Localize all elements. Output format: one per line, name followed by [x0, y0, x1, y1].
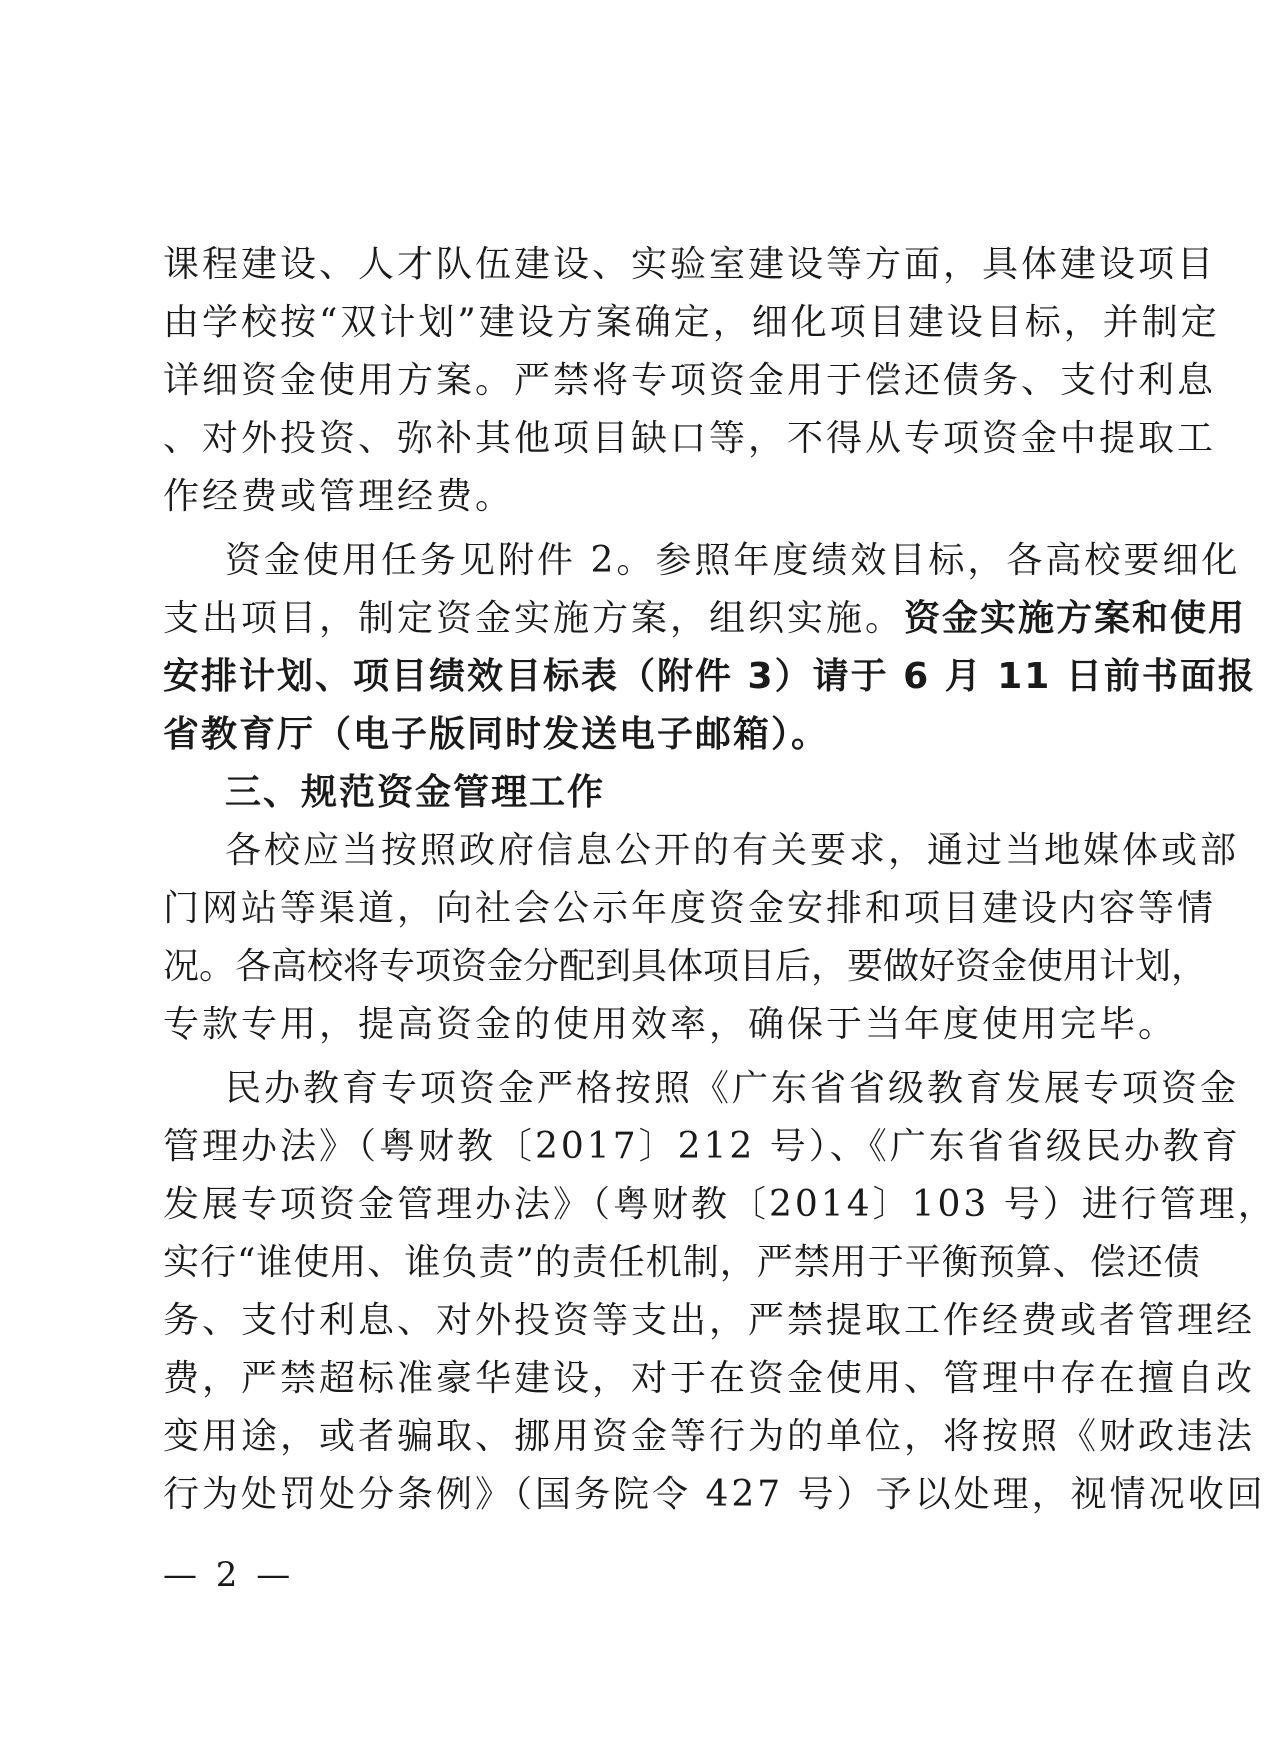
- text-line: [163, 590, 1247, 648]
- text-line: 民办教育专项资金严格按照《广东省省级教育发展专项资金: [225, 1068, 1240, 1109]
- bold-text-line: 省教育厅（电子版同时发送电子邮箱）。: [163, 714, 830, 755]
- text-segment: 支出项目，制定资金实施方案，组织实施。: [163, 598, 905, 639]
- bold-text-line: 安排计划、项目绩效目标表（附件 3）请于 6 月 11 日前书面报: [163, 656, 1256, 697]
- text-line: 务、支付利息、对外投资等支出，严禁提取工作经费或者管理经: [163, 1300, 1256, 1341]
- text-line: 况。各高校将专项资金分配到具体项目后，要做好资金使用计划，: [163, 946, 1208, 987]
- text-line: 变用途，或者骗取、挪用资金等行为的单位，将按照《财政违法: [163, 1416, 1256, 1457]
- page-number: — 2 —: [163, 1555, 295, 1595]
- body-text: [163, 236, 1277, 1524]
- text-line: 管理办法》（粤财教〔2017〕212 号）、《广东省省级民办教育: [163, 1126, 1241, 1167]
- text-line: 费，严禁超标准豪华建设，对于在资金使用、管理中存在擅自改: [163, 1358, 1256, 1399]
- section-heading: 三、规范资金管理工作: [225, 772, 606, 813]
- text-line: 课程建设、人才队伍建设、实验室建设等方面，具体建设项目: [163, 244, 1217, 285]
- text-line: 门网站等渠道，向社会公示年度资金安排和项目建设内容等情: [163, 888, 1217, 929]
- text-line: 实行“谁使用、谁负责”的责任机制，严禁用于平衡预算、偿还债: [163, 1242, 1201, 1283]
- text-line: 详细资金使用方案。严禁将专项资金用于偿还债务、支付利息: [163, 360, 1217, 401]
- text-line: 资金使用任务见附件 2。参照年度绩效目标，各高校要细化: [225, 540, 1241, 581]
- text-line: 专款专用，提高资金的使用效率，确保于当年度使用完毕。: [163, 1004, 1178, 1045]
- text-line: 行为处罚处分条例》（国务院令 427 号）予以处理，视情况收回: [163, 1474, 1266, 1515]
- text-line: 发展专项资金管理办法》（粤财教〔2014〕103 号）进行管理，: [163, 1184, 1277, 1225]
- bold-text-segment: 资金实施方案和使用: [904, 598, 1247, 639]
- text-line: 作经费或管理经费。: [163, 476, 515, 517]
- text-line: 、对外投资、弥补其他项目缺口等，不得从专项资金中提取工: [163, 418, 1217, 459]
- text-line: 由学校按“双计划”建设方案确定，细化项目建设目标，并制定: [163, 302, 1220, 343]
- text-line: 各校应当按照政府信息公开的有关要求，通过当地媒体或部: [225, 830, 1240, 871]
